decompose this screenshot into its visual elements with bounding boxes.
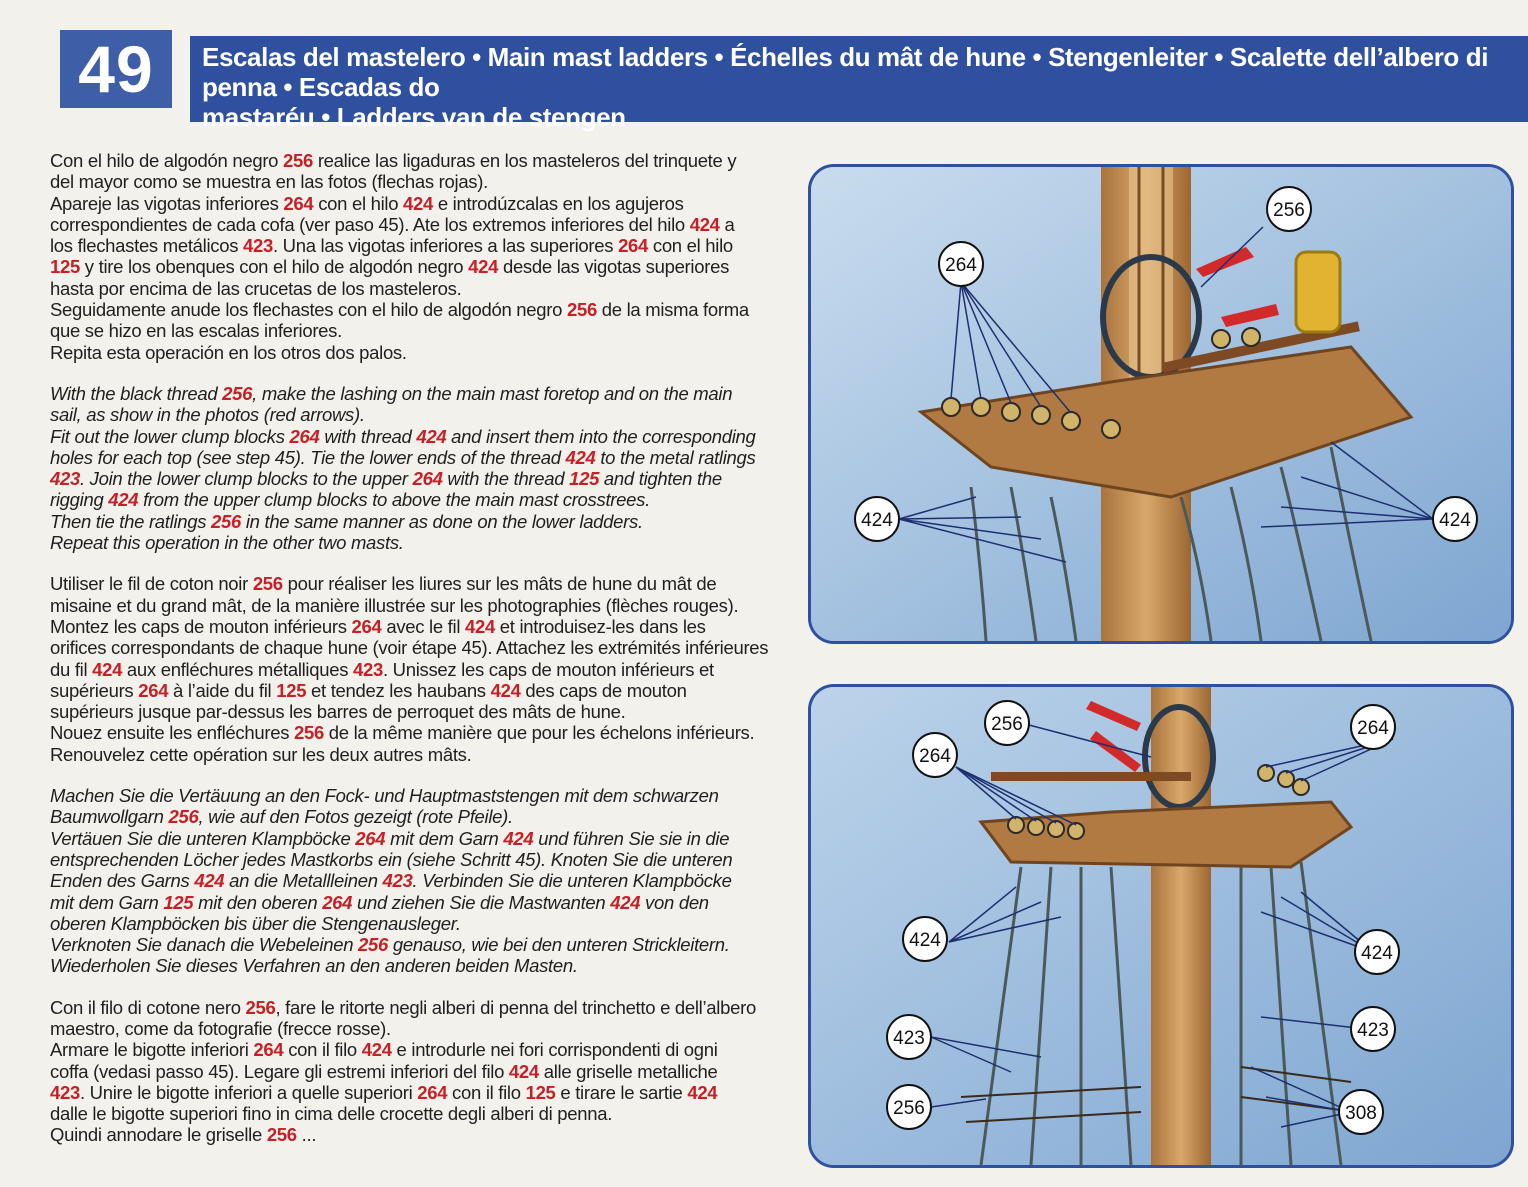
text-line: sail, as show in the photos (red arrows). (50, 404, 365, 426)
text-line: que se hizo en las escalas inferiores. (50, 320, 342, 342)
text-line: Verknoten Sie danach die Webeleinen 256 genauso, wie bei den unteren Strickleitern. (50, 934, 730, 956)
part-ref-423: 423 (243, 235, 273, 257)
photo-top-illustration (811, 167, 1511, 641)
part-ref-424: 424 (194, 870, 225, 892)
text-line: Armare le bigotte inferiori 264 con il filo 424 e introdurle nei fori corrispondenti di ogni (50, 1039, 718, 1061)
callout-256-bottom (887, 1085, 931, 1129)
part-ref-256: 256 (283, 150, 313, 171)
part-ref-424: 424 (361, 1039, 392, 1061)
text-line: Repeat this operation in the other two masts. (50, 532, 404, 554)
part-ref-256: 256 (222, 382, 253, 404)
text-line: du fil 424 aux enfléchures métalliques 423. Unissez les caps de mouton inférieurs et (50, 658, 714, 680)
part-ref-423: 423 (382, 870, 413, 892)
text-line: mit dem Garn 125 mit den oberen 264 und ziehen Sie die Mastwanten 424 von den (50, 891, 709, 913)
text-line: Con il filo di cotone nero 256, fare le ritorte negli alberi di penna del trinchetto e dell’albero (50, 996, 756, 1018)
text-line: entsprechenden Löcher jedes Mastkorbs ein (siehe Schritt 45). Knoten Sie die unteren (50, 848, 733, 870)
part-ref-424: 424 (92, 658, 123, 680)
text-line: rigging 424 from the upper clump blocks to above the main mast crosstrees. (50, 489, 650, 511)
callout-256 (1267, 187, 1311, 231)
part-ref-424: 424 (490, 679, 521, 701)
part-ref-264: 264 (355, 827, 386, 849)
svg-text:256: 256 (1273, 200, 1305, 221)
svg-text:308: 308 (1345, 1103, 1377, 1124)
mast (1151, 687, 1211, 1165)
text-line: supérieurs 264 à l’aide du fil 125 et tendez les haubans 424 des caps de mouton (50, 679, 687, 701)
text-line: Enden des Garns 424 an die Metallleinen 423. Verbinden Sie die unteren Klampböcke (50, 870, 732, 892)
callout-424-left (903, 917, 947, 961)
callout-264-right (1351, 705, 1395, 749)
title-banner (190, 36, 1528, 132)
part-ref-424: 424 (689, 213, 720, 235)
text-line: misaine et du grand mât, de la manière illustrée sur les photographies (flèches rouges). (50, 594, 739, 616)
text-line: Wiederholen Sie dieses Verfahren an den anderen beiden Masten. (50, 955, 578, 977)
svg-text:264: 264 (1357, 718, 1389, 739)
part-ref-424: 424 (687, 1081, 718, 1103)
photo-bottom-illustration (811, 687, 1511, 1165)
text-line: hasta por encima de las crucetas de los masteleros. (50, 277, 462, 299)
part-ref-423: 423 (50, 1081, 80, 1103)
text-line: 423. Join the lower clump blocks to the upper 264 with the thread 125 and tighten the (50, 468, 722, 490)
text-line: dalle le bigotte superiori fino in cima delle crocette degli alberi di penna. (50, 1103, 613, 1125)
svg-text:423: 423 (1357, 1020, 1389, 1041)
part-ref-256: 256 (358, 934, 389, 956)
part-ref-424: 424 (508, 1060, 539, 1082)
text-line: Fit out the lower clump blocks 264 with thread 424 and insert them into the corresponding (50, 425, 756, 447)
text-line: Apareje las vigotas inferiores 264 con el hilo 424 e introdúzcalas en los agujeros (50, 192, 684, 214)
part-ref-256: 256 (293, 722, 324, 744)
text-line: oberen Klampböcken bis über die Stengenausleger. (50, 912, 461, 934)
instructions-fr (50, 573, 778, 765)
svg-text:424: 424 (909, 930, 941, 951)
text-line: orifices correspondants de chaque hune (voir étape 45). Attachez les extrémités inférieures (50, 637, 769, 659)
text-line: Con el hilo de algodón negro 256 realice las ligaduras en los masteleros del trinquete y (50, 150, 737, 171)
callout-424-left (855, 497, 899, 541)
instructions-de (50, 785, 778, 977)
text-line: holes for each top (see step 45). Tie the lower ends of the thread 424 to the metal ratlings (50, 446, 756, 468)
part-ref-424: 424 (610, 891, 641, 913)
step-number: 49 (60, 30, 172, 108)
text-line: Machen Sie die Vertäuung an den Fock- und Hauptmaststengen mit dem schwarzen (50, 785, 719, 807)
text-line: Quindi annodare le griselle 256 ... (50, 1124, 317, 1146)
instruction-text-column (50, 150, 778, 1166)
lantern (1296, 252, 1340, 332)
callout-264 (939, 242, 983, 286)
text-line: Baumwollgarn 256, wie auf den Fotos gezeigt (rote Pfeile). (50, 806, 513, 828)
part-ref-424: 424 (464, 615, 495, 637)
text-line: Nouez ensuite les enfléchures 256 de la même manière que pour les échelons inférieurs. (50, 722, 755, 744)
part-ref-424: 424 (108, 489, 139, 511)
part-ref-424: 424 (403, 192, 434, 214)
part-ref-264: 264 (253, 1039, 284, 1061)
part-ref-423: 423 (353, 658, 383, 680)
part-ref-264: 264 (283, 192, 314, 214)
svg-text:264: 264 (919, 746, 951, 767)
part-ref-125: 125 (569, 468, 600, 490)
text-line: Vertäuen Sie die unteren Klampböcke 264 mit dem Garn 424 und führen Sie sie in die (50, 827, 730, 849)
part-ref-256: 256 (252, 573, 283, 595)
svg-text:264: 264 (945, 255, 977, 276)
text-line: Renouvelez cette opération sur les deux autres mâts. (50, 743, 472, 765)
step-title: Escalas del mastelero • Main mast ladders • Échelles du mât de hune • Stengenleiter • Scalette dell’albero di penna • Escadas do mastaréu • Ladders van de stengen (202, 42, 1489, 132)
svg-text:423: 423 (893, 1028, 925, 1049)
part-ref-264: 264 (138, 679, 169, 701)
callout-424-right (1433, 497, 1477, 541)
text-line: Repita esta operación en los otros dos palos. (50, 341, 407, 363)
text-line: correspondientes de cada cofa (ver paso 45). Ate los extremos inferiores del hilo 424 a (50, 213, 735, 235)
text-line: supérieurs jusque par-dessus les barres de perroquet des mâts de hune. (50, 701, 626, 723)
part-ref-256: 256 (566, 299, 597, 321)
part-ref-424: 424 (565, 446, 596, 468)
text-line: With the black thread 256, make the lashing on the main mast foretop and on the main (50, 382, 733, 404)
callout-423-left (887, 1015, 931, 1059)
text-line: coffa (vedasi passo 45). Legare gli estremi inferiori del filo 424 alle griselle metalliche (50, 1060, 718, 1082)
svg-text:256: 256 (893, 1098, 925, 1119)
part-ref-125: 125 (50, 256, 80, 278)
part-ref-256: 256 (211, 510, 241, 532)
part-ref-264: 264 (322, 891, 353, 913)
callout-264-left (913, 733, 957, 777)
part-ref-125: 125 (276, 679, 307, 701)
instructions-it (50, 997, 778, 1146)
part-ref-423: 423 (50, 468, 80, 490)
svg-text:424: 424 (1361, 943, 1393, 964)
text-line: 423. Unire le bigotte inferiori a quelle superiori 264 con il filo 125 e tirare le sartie 424 (50, 1081, 718, 1103)
callout-423-right (1351, 1007, 1395, 1051)
svg-text:424: 424 (1439, 510, 1471, 531)
instructions-es (50, 150, 778, 363)
instructions-en (50, 383, 778, 553)
text-line: Then tie the ratlings 256 in the same manner as done on the lower ladders. (50, 510, 643, 532)
text-line: los flechastes metálicos 423. Una las vigotas inferiores a las superiores 264 con el hilo (50, 235, 733, 257)
callout-308 (1339, 1090, 1383, 1134)
part-ref-256: 256 (168, 806, 199, 828)
part-ref-264: 264 (289, 425, 320, 447)
part-ref-256: 256 (266, 1124, 297, 1146)
part-ref-424: 424 (468, 256, 499, 278)
part-ref-264: 264 (412, 468, 443, 490)
text-line: 125 y tire los obenques con el hilo de algodón negro 424 desde las vigotas superiores (50, 256, 730, 278)
text-line: Utiliser le fil de coton noir 256 pour réaliser les liures sur les mâts de hune du mât de (50, 573, 717, 595)
callout-424-right (1355, 930, 1399, 974)
text-line: del mayor como se muestra en las fotos (flechas rojas). (50, 171, 488, 193)
part-ref-424: 424 (416, 425, 447, 447)
text-line: Montez les caps de mouton inférieurs 264 avec le fil 424 et introduisez-les dans les (50, 615, 706, 637)
part-ref-264: 264 (417, 1081, 448, 1103)
part-ref-125: 125 (163, 891, 194, 913)
text-line: Seguidamente anude los flechastes con el hilo de algodón negro 256 de la misma forma (50, 299, 749, 321)
svg-text:424: 424 (861, 510, 893, 531)
part-ref-125: 125 (525, 1081, 556, 1103)
text-line: maestro, come da fotografie (frecce rosse). (50, 1017, 391, 1039)
part-ref-264: 264 (618, 235, 649, 257)
part-ref-264: 264 (351, 615, 382, 637)
photo-panel-top (808, 164, 1514, 644)
callout-256-top (985, 701, 1029, 745)
part-ref-256: 256 (245, 996, 276, 1018)
photo-panel-bottom (808, 684, 1514, 1168)
svg-text:256: 256 (991, 714, 1023, 735)
part-ref-424: 424 (503, 827, 534, 849)
